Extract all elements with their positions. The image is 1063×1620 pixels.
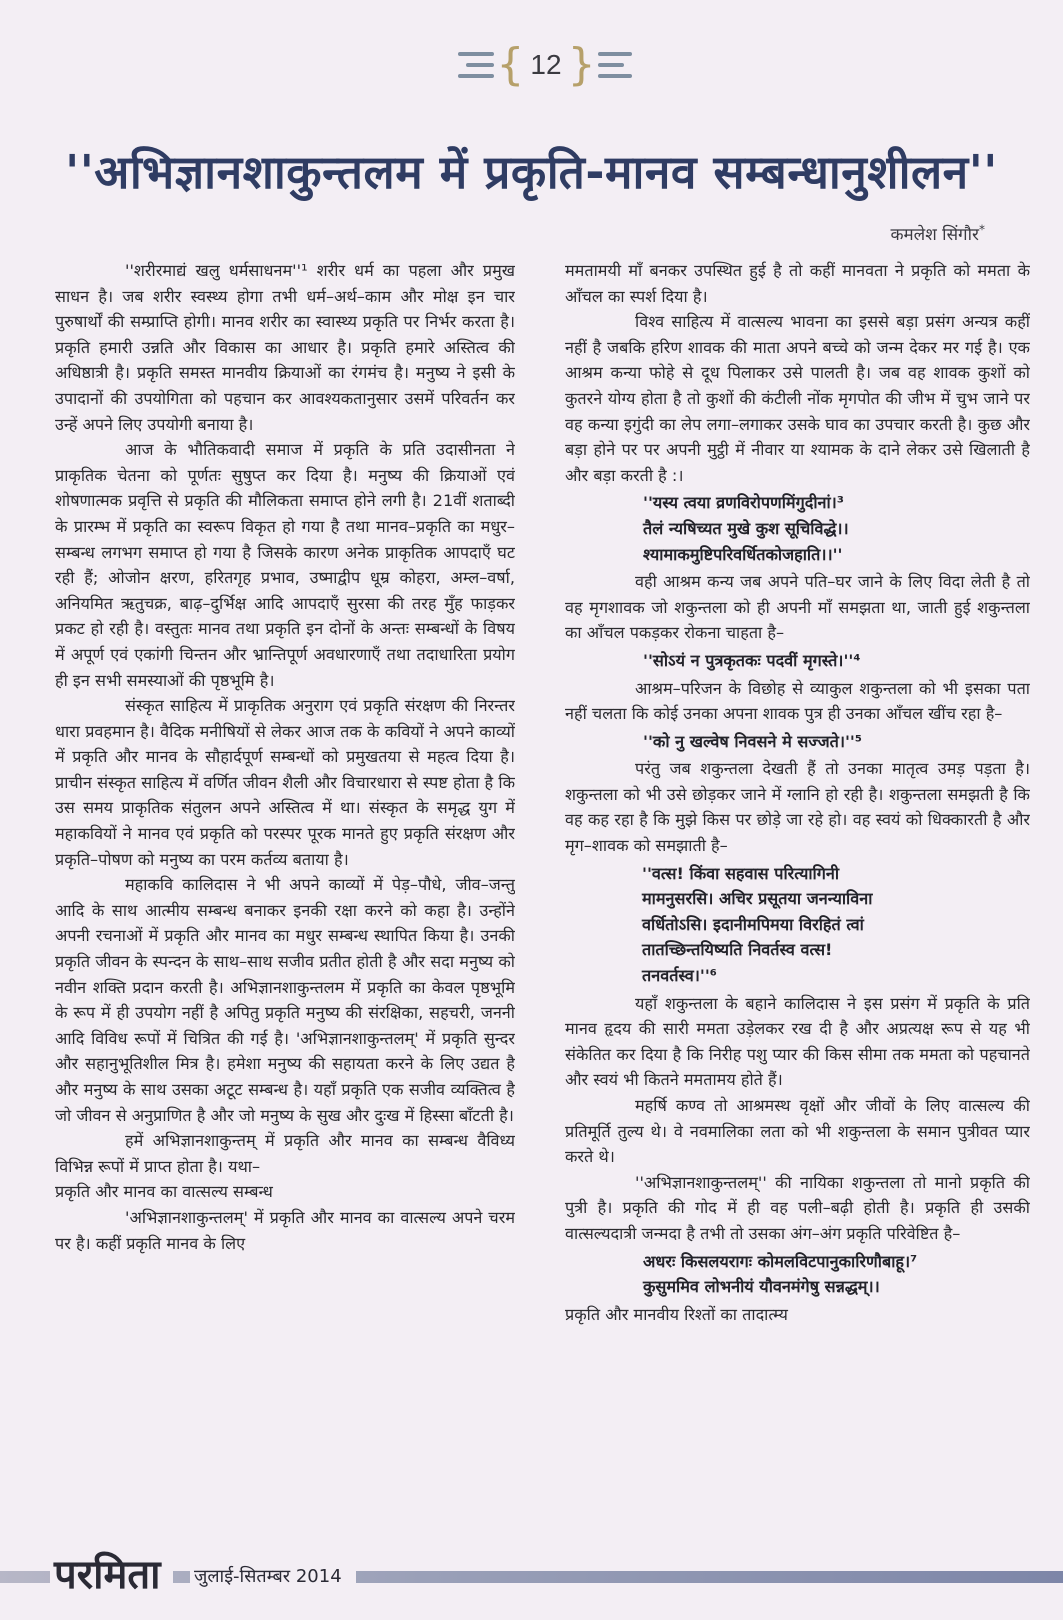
page-footer bbox=[0, 1548, 1063, 1608]
paragraph: संस्कृत साहित्य में प्राकृतिक अनुराग एवं प्रकृति संरक्षण की निरन्तर धारा प्रवहमान है। वैदिक मनीषियों से लेकर आज तक के कवियों ने अपने काव्यों में प्रकृति और मानव के सौहार्दपूर्ण सम्बन्धों को प्रमुखतया से महत्व दिया है। प्राचीन संस्कृत साहित्य में वर्णित जीवन शैली और विचारधारा से स्पष्ट होता है कि उस समय प्राकृतिक संतुलन अपने अस्तित्व में था। संस्कृत के समृद्ध युग में महाकवियों ने मानव एवं प्रकृति को परस्पर पूरक मानते हुए प्रकृति संरक्षण और प्रकृति–पोषण को मनुष्य का परम कर्तव्य बताया है। bbox=[55, 696, 515, 869]
magazine-logo: परमिता bbox=[50, 1548, 173, 1602]
verse-quote bbox=[643, 1249, 1030, 1300]
verse-line: तनवर्तस्व।''⁶ bbox=[642, 966, 717, 986]
paragraph: परंतु जब शकुन्तला देखती हैं तो उनका मातृत्व उमड़ पड़ता है। शकुन्तला को भी उसे छोड़कर जाने में ग्लानि हो रही है। शकुन्तला समझती है कि वह कह रहा है कि मुझे किस पर छोड़े जा रहे हो। वह स्वयं को धिक्कारती है और मृग–शावक को समझाती है– bbox=[565, 759, 1030, 856]
verse-quote bbox=[643, 490, 1030, 567]
paragraph: वही आश्रम कन्य जब अपने पति–घर जाने के लिए विदा लेती है तो वह मृगशावक जो शकुन्तला को ही अपनी माँ समझता था, जाती हुई शकुन्तला का आँचल पकड़कर रोकना चाहता है– bbox=[565, 572, 1030, 643]
right-column bbox=[565, 258, 1030, 1538]
verse-line: अधरः किसलयरागः कोमलविटपानुकारिणौबाहू।⁷ bbox=[643, 1251, 918, 1271]
ornament-left bbox=[458, 52, 494, 78]
left-column bbox=[55, 258, 515, 1538]
verse-quote bbox=[642, 861, 1030, 989]
page-number: 12 bbox=[530, 49, 562, 80]
verse-line: वर्धितोऽसि। इदानीमपिमया विरहितं त्वां bbox=[642, 914, 864, 934]
paragraph: महर्षि कण्व तो आश्रमस्थ वृक्षों और जीवों के लिए वात्सल्य की प्रतिमूर्ति तुल्य थे। वे नवमालिका लता को भी शकुन्तला के समान पुत्रीवत प्यार करते थे। bbox=[565, 1096, 1030, 1167]
ornament-brace-left: { bbox=[496, 39, 525, 90]
section-heading: प्रकृति और मानवीय रिश्तों का तादात्म्य bbox=[565, 1304, 788, 1324]
verse-quote bbox=[643, 729, 1030, 755]
paragraph: आज के भौतिकवादी समाज में प्रकृति के प्रति उदासीनता ने प्राकृतिक चेतना को पूर्णतः सुषुप्त कर दिया है। मनुष्य की क्रियाओं एवं शोषणात्मक प्रवृत्ति से प्रकृति की मौलिकता समाप्त होने लगी है। 21वीं शताब्दी के प्रारम्भ में प्रकृति का स्वरूप विकृत हो गया है तथा मानव–प्रकृति का मधुर–सम्बन्ध लगभग समाप्त हो गया है जिसके कारण अनेक प्राकृतिक आपदाएँ घट रही हैं; ओजोन क्षरण, हरितगृह प्रभाव, उष्माद्वीप धूम्र कोहरा, अम्ल–वर्षा, अनियमित ऋतुचक्र, बाढ़–दुर्भिक्ष आदि आपदाएँ सुरसा की तरह मुँह फाड़कर प्रकट हो रही है। वस्तुतः मानव तथा प्रकृति इन दोनों के अन्तः सम्बन्धों के विषय में अपूर्ण एवं एकांगी चिन्तन और भ्रान्तिपूर्ण अवधारणाएँ तथा तदाधारिता प्रयोग ही इन सभी समस्याओं की पृष्ठभूमि है। bbox=[55, 440, 515, 690]
paragraph: महाकवि कालिदास ने भी अपने काव्यों में पेड़–पौधे, जीव–जन्तु आदि के साथ आत्मीय सम्बन्ध बनाकर इनकी रक्षा करने को कहा है। उन्होंने अपनी रचनाओं में प्रकृति और मानव का मधुर सम्बन्ध स्थापित किया है। उनकी प्रकृति जीवन के स्पन्दन के साथ–साथ सजीव प्रतीत होती है और सदा मनुष्य को नवीन शक्ति प्रदान करती है। अभिज्ञानशाकुन्तलम में प्रकृति का केवल पृष्ठभूमि के रूप में ही उपयोग नहीं है अपितु प्रकृति मनुष्य की संरक्षिका, सहचरी, जननी आदि विविध रूपों में चित्रित की गई है। 'अभिज्ञानशाकुन्तलम्' में प्रकृति सुन्दर और सहानुभूतिशील मित्र है। हमेशा मनुष्य की सहायता करने के लिए उद्यत है और मनुष्य के साथ उसका अटूट सम्बन्ध है। यहाँ प्रकृति एक सजीव व्यक्तित्व है जो जीवन से अनुप्राणित है और जो मनुष्य के सुख और दुःख में हिस्सा बाँटती है। bbox=[55, 875, 515, 1125]
paragraph: ममतामयी माँ बनकर उपस्थित हुई है तो कहीं मानवता ने प्रकृति को ममता के आँचल का स्पर्श दिया है। bbox=[565, 261, 1030, 306]
page-number-ornament bbox=[460, 40, 630, 90]
section-heading: प्रकृति और मानव का वात्सल्य सम्बन्ध bbox=[55, 1182, 273, 1202]
article-author bbox=[890, 222, 985, 245]
verse-line: तैलं न्यषिच्यत मुखे कुश सूचिविद्धे।। bbox=[643, 518, 849, 538]
verse-line: ''यस्य त्वया व्रणविरोपणमिंगुदीनां।³ bbox=[643, 493, 844, 513]
paragraph: 'अभिज्ञानशाकुन्तलम्' में प्रकृति और मानव का वात्सल्य अपने चरम पर है। कहीं प्रकृति मानव के लिए bbox=[55, 1207, 515, 1253]
issue-date: जुलाई-सितम्बर 2014 bbox=[190, 1562, 356, 1592]
paragraph: विश्व साहित्य में वात्सल्य भावना का इससे बड़ा प्रसंग अन्यत्र कहीं नहीं है जबकि हरिण शावक की माता अपने बच्चे को जन्म देकर मर गई है। एक आश्रम कन्या फोहे से दूध पिलाकर उसे पालती है। जब वह शावक कुशों को कुतरने योग्य होता है तो कुशों की कंटीली नोंक मृगपोत की जीभ में चुभ जाने पर वह कन्या इगुंदी का लेप लगा–लगाकर उसके घाव का उपचार करती है। कुछ और बड़ा होने पर पर अपनी मुट्ठी में नीवार या श्यामक के दाने लेकर उसे खिलाती है और बड़ा करती है :। bbox=[565, 312, 1030, 485]
verse-quote bbox=[643, 648, 1030, 674]
paragraph: आश्रम–परिजन के विछोह से व्याकुल शकुन्तला को भी इसका पता नहीं चलता कि कोई उनका अपना शावक पुत्र ही उनका आँचल खींच रहा है– bbox=[565, 678, 1030, 724]
verse-line: श्यामाकमुष्टिपरिवर्धितकोजहाति।।'' bbox=[643, 544, 843, 564]
verse-line: ''वत्स! किंवा सहवास परित्यागिनी bbox=[642, 863, 840, 883]
ornament-right bbox=[598, 52, 632, 78]
paragraph: हमें अभिज्ञानशाकुन्तम् में प्रकृति और मानव का सम्बन्ध वैविध्य विभिन्न रूपों में प्राप्त होता है। यथा– bbox=[55, 1131, 515, 1176]
verse-line: ''को नु खल्वेष निवसने मे सज्जते।''⁵ bbox=[643, 731, 862, 751]
verse-line: कुसुममिव लोभनीयं यौवनमंगेषु सन्नद्धम्।। bbox=[643, 1277, 880, 1297]
paragraph: ''अभिज्ञानशाकुन्तलम्'' की नायिका शकुन्तला तो मानो प्रकृति की पुत्री है। प्रकृति की गोद में ही वह पली–बढ़ी होती है। प्रकृति ही उसकी वात्सल्यदात्री जन्मदा है तभी तो उसका अंग–अंग प्रकृति परिवेष्टित है– bbox=[565, 1172, 1030, 1243]
author-name: कमलेश सिंगौर bbox=[890, 225, 979, 245]
paragraph: यहाँ शकुन्तला के बहाने कालिदास ने इस प्रसंग में प्रकृति के प्रति मानव हृदय की सारी ममता उड़ेलकर रख दी है और अप्रत्यक्ष रूप से यह भी संकेतित कर दिया है कि निरीह पशु प्यार की किस सीमा तक ममता को पहचानते और स्वयं भी कितने ममतामय होते हैं। bbox=[565, 993, 1030, 1090]
verse-line: तातच्छिन्तयिष्यति निवर्तस्व वत्स! bbox=[642, 940, 833, 960]
ornament-brace-right: } bbox=[567, 39, 596, 90]
paragraph: ''शरीरमाद्यं खलु धर्मसाधनम''¹ शरीर धर्म का पहला और प्रमुख साधन है। जब शरीर स्वस्थ्य होगा तभी धर्म–अर्थ–काम और मोक्ष इन चार पुरुषार्थों की सम्प्राप्ति होगी। मानव शरीर का स्वास्थ्य प्रकृति पर निर्भर करता है। प्रकृति हमारी उन्नति और विकास का आधार है। प्रकृति हमारे अस्तित्व की अधिष्ठात्री है। प्रकृति समस्त मानवीय क्रियाओं का रंगमंच है। मनुष्य ने इसी के उपादानों की उपयोगिता को पहचान कर आवश्यकतानुसार उसमें परिवर्तन कर उन्हें अपने लिए उपयोगी बनाया है। bbox=[55, 261, 515, 434]
verse-line: मामनुसरसि। अचिर प्रसूतया जनन्याविना bbox=[642, 889, 873, 909]
verse-line: ''सोऽयं न पुत्रकृतकः पदवीं मृगस्ते।''⁴ bbox=[643, 650, 861, 670]
author-footnote-mark: * bbox=[979, 222, 985, 237]
article-title: ''अभिज्ञानशाकुन्तलम में प्रकृति-मानव सम्बन्धानुशीलन'' bbox=[65, 145, 998, 199]
